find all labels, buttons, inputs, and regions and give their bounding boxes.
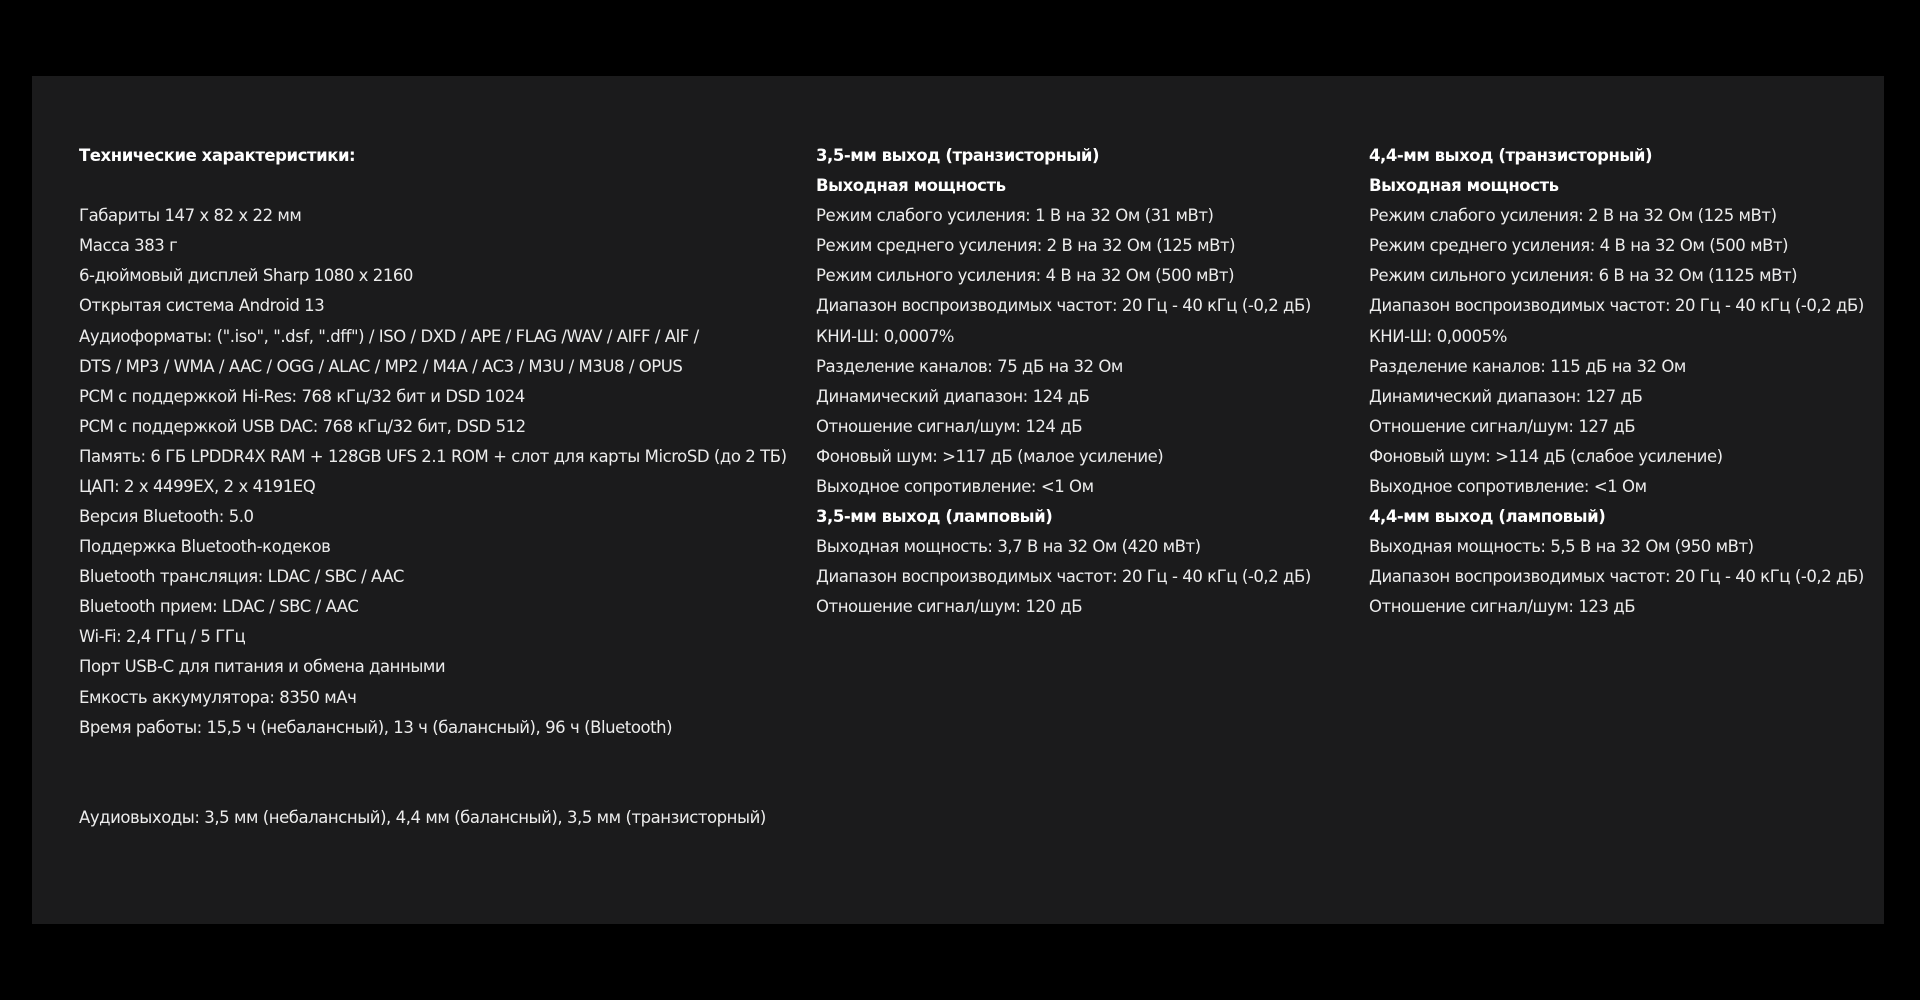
spec-line: Режим слабого усиления: 2 В на 32 Ом (125 мВт) bbox=[1369, 206, 1777, 226]
output-35mm-transistor-block bbox=[816, 141, 1311, 502]
spec-line: Выходное сопротивление: <1 Ом bbox=[816, 477, 1094, 497]
connectivity-block bbox=[79, 502, 672, 743]
spec-line: Порт USB-C для питания и обмена данными bbox=[79, 657, 446, 677]
spec-line: Отношение сигнал/шум: 124 дБ bbox=[816, 416, 1083, 436]
spec-line: Динамический диапазон: 124 дБ bbox=[816, 386, 1090, 406]
spec-line: Выходная мощность: 3,7 В на 32 Ом (420 мВт) bbox=[816, 537, 1201, 557]
spacer bbox=[79, 171, 787, 201]
output-35mm-tube-block bbox=[816, 502, 1311, 622]
spec-line: Отношение сигнал/шум: 120 дБ bbox=[816, 597, 1083, 617]
spec-line: Режим слабого усиления: 1 В на 32 Ом (31 мВт) bbox=[816, 206, 1214, 226]
spec-line: Диапазон воспроизводимых частот: 20 Гц - 40 кГц (-0,2 дБ) bbox=[816, 296, 1311, 316]
spec-line: Режим среднего усиления: 4 В на 32 Ом (500 мВт) bbox=[1369, 236, 1789, 256]
spec-line: Масса 383 г bbox=[79, 236, 178, 256]
spec-line: 6-дюймовый дисплей Sharp 1080 x 2160 bbox=[79, 266, 413, 286]
spec-line: Аудиоформаты: (".iso", ".dsf, ".dff") / ISO / DXD / APE / FLAG /WAV / AIFF / AlF / bbox=[79, 326, 699, 346]
section-title: 3,5-мм выход (транзисторный) bbox=[816, 146, 1100, 165]
spec-line: Емкость аккумулятора: 8350 мАч bbox=[79, 687, 357, 707]
specs-panel bbox=[32, 76, 1884, 924]
spec-line: КНИ-Ш: 0,0007% bbox=[816, 326, 954, 346]
spec-line: Фоновый шум: >117 дБ (малое усиление) bbox=[816, 446, 1164, 466]
spec-line: Wi-Fi: 2,4 ГГц / 5 ГГц bbox=[79, 627, 246, 647]
spec-line: Выходное сопротивление: <1 Ом bbox=[1369, 477, 1647, 497]
spec-line: Выходная мощность: 5,5 В на 32 Ом (950 мВт) bbox=[1369, 537, 1754, 557]
spec-line: Режим среднего усиления: 2 В на 32 Ом (125 мВт) bbox=[816, 236, 1236, 256]
spec-line: Диапазон воспроизводимых частот: 20 Гц - 40 кГц (-0,2 дБ) bbox=[1369, 296, 1864, 316]
spec-line: PCM с поддержкой Hi-Res: 768 кГц/32 бит и DSD 1024 bbox=[79, 386, 525, 406]
audio-outputs-line: Аудиовыходы: 3,5 мм (небалансный), 4,4 мм (балансный), 3,5 мм (транзисторный) bbox=[79, 808, 766, 827]
general-specs-block bbox=[79, 141, 787, 502]
spec-line: Разделение каналов: 75 дБ на 32 Ом bbox=[816, 356, 1123, 376]
spec-line: Диапазон воспроизводимых частот: 20 Гц - 40 кГц (-0,2 дБ) bbox=[1369, 567, 1864, 587]
spec-line: Режим сильного усиления: 4 В на 32 Ом (500 мВт) bbox=[816, 266, 1235, 286]
section-subtitle: Выходная мощность bbox=[816, 176, 1006, 196]
spec-line: Версия Bluetooth: 5.0 bbox=[79, 507, 254, 526]
spec-line: Динамический диапазон: 127 дБ bbox=[1369, 386, 1643, 406]
spec-line: Фоновый шум: >114 дБ (слабое усиление) bbox=[1369, 446, 1723, 466]
spec-line: Открытая система Android 13 bbox=[79, 296, 325, 316]
section-subtitle: Выходная мощность bbox=[1369, 176, 1559, 196]
spec-line: Поддержка Bluetooth-кодеков bbox=[79, 537, 331, 557]
output-44mm-transistor-block bbox=[1369, 141, 1864, 502]
spec-line: Отношение сигнал/шум: 127 дБ bbox=[1369, 416, 1636, 436]
section-title: 4,4-мм выход (транзисторный) bbox=[1369, 146, 1653, 165]
spec-line: КНИ-Ш: 0,0005% bbox=[1369, 326, 1507, 346]
spec-line: Режим сильного усиления: 6 В на 32 Ом (1125 мВт) bbox=[1369, 266, 1798, 286]
spec-line: Память: 6 ГБ LPDDR4X RAM + 128GB UFS 2.1 ROM + слот для карты MicroSD (до 2 ТБ) bbox=[79, 446, 787, 466]
spec-line: PCM с поддержкой USB DAC: 768 кГц/32 бит, DSD 512 bbox=[79, 416, 526, 436]
spec-line: Диапазон воспроизводимых частот: 20 Гц - 40 кГц (-0,2 дБ) bbox=[816, 567, 1311, 587]
spec-line: Габариты 147 x 82 x 22 мм bbox=[79, 206, 302, 226]
specs-title: Технические характеристики: bbox=[79, 146, 356, 165]
spec-line: Bluetooth трансляция: LDAC / SBC / AAC bbox=[79, 567, 404, 587]
spec-line: DTS / MP3 / WMA / AAC / OGG / ALAC / MP2 / M4A / AC3 / M3U / M3U8 / OPUS bbox=[79, 356, 683, 376]
spec-line: Отношение сигнал/шум: 123 дБ bbox=[1369, 597, 1636, 617]
spec-line: Время работы: 15,5 ч (небалансный), 13 ч (балансный), 96 ч (Bluetooth) bbox=[79, 717, 673, 737]
section-title: 4,4-мм выход (ламповый) bbox=[1369, 507, 1606, 526]
spec-line: ЦАП: 2 x 4499EX, 2 x 4191EQ bbox=[79, 477, 316, 497]
output-44mm-tube-block bbox=[1369, 502, 1864, 622]
spec-line: Bluetooth прием: LDAC / SBC / AAC bbox=[79, 597, 359, 617]
spec-line: Разделение каналов: 115 дБ на 32 Ом bbox=[1369, 356, 1686, 376]
audio-outputs-block bbox=[79, 803, 766, 833]
section-title: 3,5-мм выход (ламповый) bbox=[816, 507, 1053, 526]
